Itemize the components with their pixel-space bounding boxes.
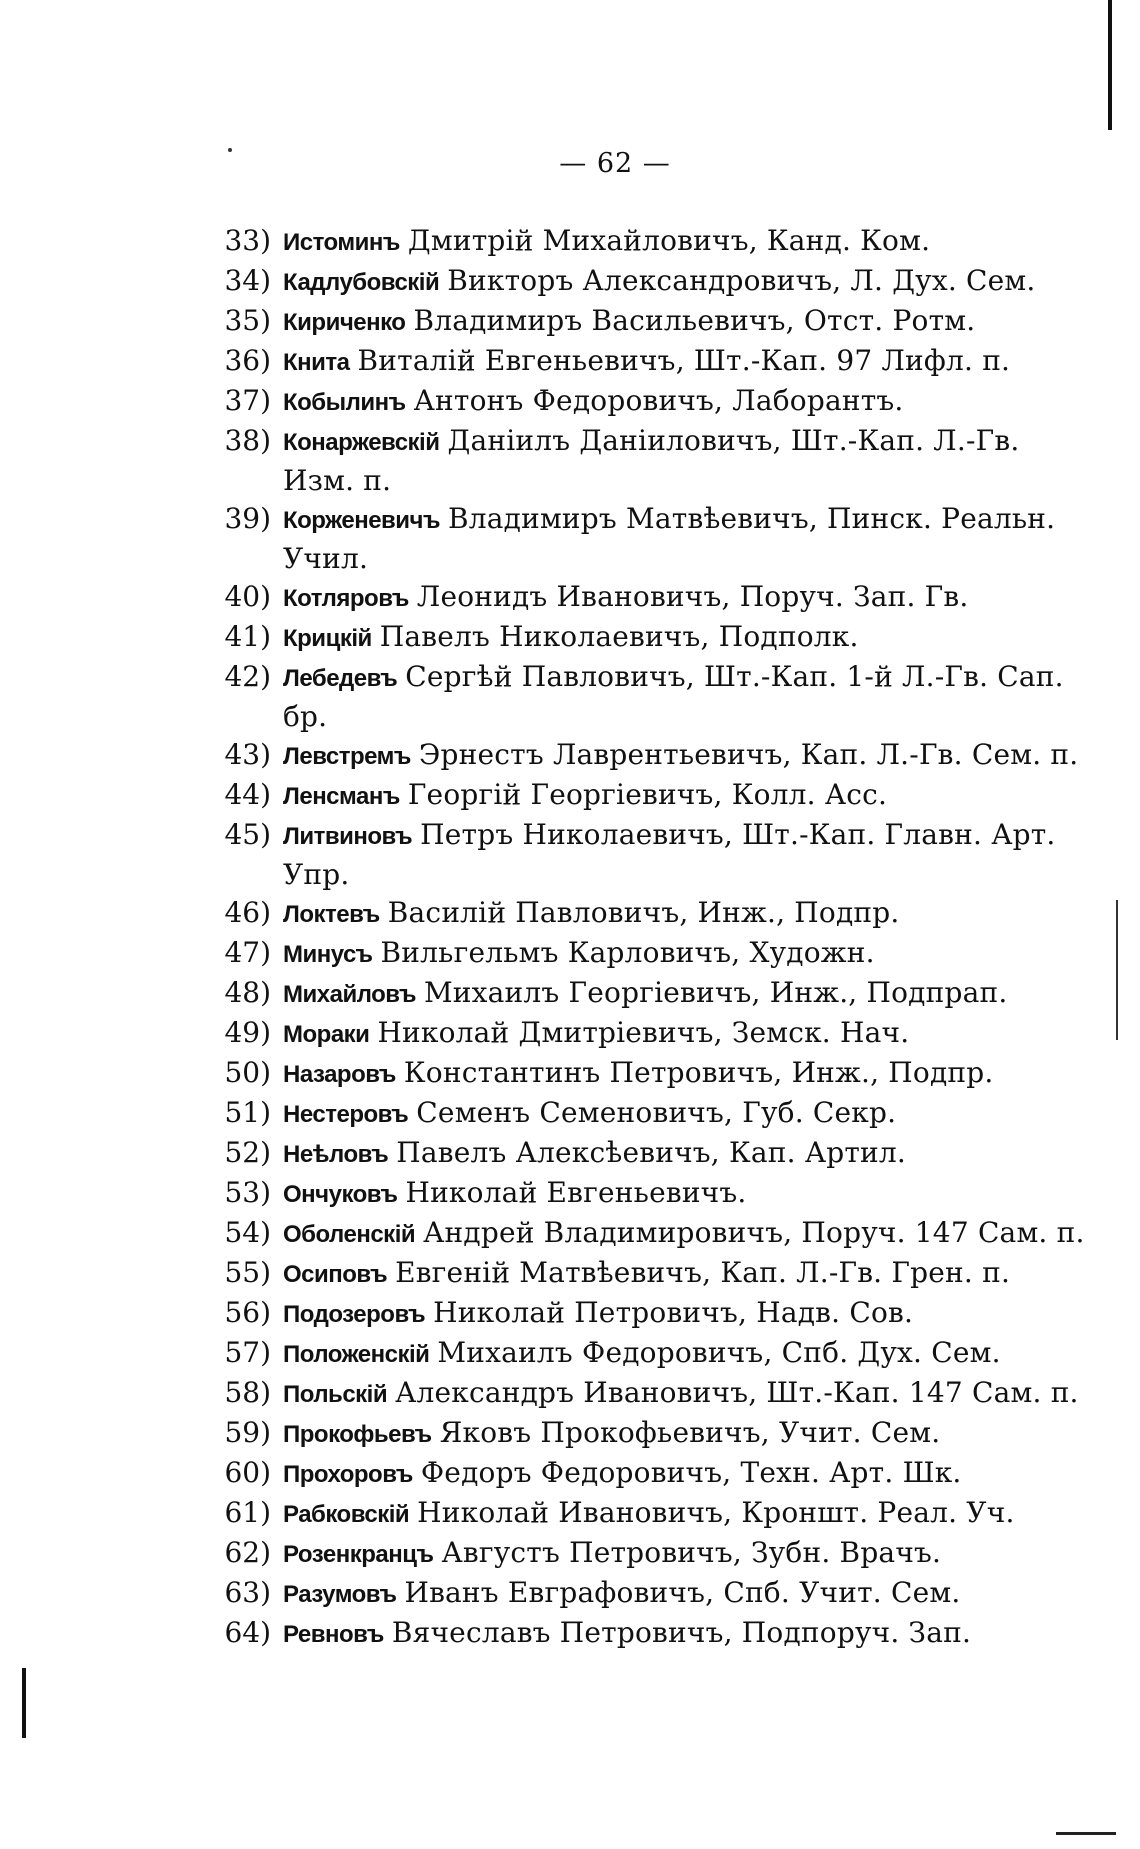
entry-surname: Прохоровъ [283, 1461, 413, 1488]
list-item [205, 1174, 1085, 1214]
entry-surname: Положенскій [283, 1341, 430, 1368]
entry-details: Евгеній Матвѣевичъ, Кап. Л.-Гв. Грен. п. [395, 1256, 1011, 1289]
list-item [205, 974, 1085, 1014]
list-item [205, 894, 1085, 934]
list-item [205, 1294, 1085, 1334]
entry-details: Павелъ Николаевичъ, Подполк. [379, 620, 859, 653]
entry-details: Константинъ Петровичъ, Инж., Подпр. [403, 1056, 994, 1089]
list-item [205, 1334, 1085, 1374]
entry-number: 47) [224, 936, 271, 969]
scan-edge-mark [1056, 1832, 1116, 1835]
entry-number: 36) [224, 344, 271, 377]
list-item [205, 934, 1085, 974]
list-item [205, 302, 1085, 342]
entry-surname: Крицкій [283, 625, 372, 652]
entry-number: 34) [224, 264, 271, 297]
list-item [205, 1254, 1085, 1294]
entry-number: 39) [224, 502, 271, 535]
list-item [205, 1054, 1085, 1094]
entry-number: 42) [224, 660, 271, 693]
entry-details: Эрнестъ Лаврентьевичъ, Кап. Л.-Гв. Сем. п. [418, 738, 1079, 771]
entry-details: Вячеславъ Петровичъ, Подпоруч. Зап. [391, 1616, 972, 1649]
entry-surname: Котляровъ [283, 585, 409, 612]
entry-surname: Оболенскій [283, 1221, 416, 1248]
entry-surname: Ленсманъ [283, 783, 400, 810]
entry-details: Яковъ Прокофьевичъ, Учит. Сем. [439, 1416, 941, 1449]
entry-surname: Неѣловъ [283, 1141, 389, 1168]
list-item [205, 658, 1085, 736]
entry-number: 38) [224, 424, 271, 457]
entry-details: Николай Ивановичъ, Кроншт. Реал. Уч. [417, 1496, 1015, 1529]
list-item [205, 1414, 1085, 1454]
entry-details: Августъ Петровичъ, Зубн. Врачъ. [441, 1536, 942, 1569]
entry-surname: Подозеровъ [283, 1301, 426, 1328]
list-item [205, 816, 1085, 894]
entry-number: 53) [224, 1176, 271, 1209]
entry-surname: Прокофьевъ [283, 1421, 432, 1448]
entry-number: 48) [224, 976, 271, 1009]
entry-number: 60) [224, 1456, 271, 1489]
entry-details: Федоръ Федоровичъ, Техн. Арт. Шк. [420, 1456, 962, 1489]
entry-number: 44) [224, 778, 271, 811]
page-number: — 62 — [559, 148, 671, 179]
entry-surname: Польскій [283, 1381, 388, 1408]
entry-surname: Левстремъ [283, 743, 411, 770]
entry-surname: Ревновъ [283, 1621, 384, 1648]
entry-surname: Кобылинъ [283, 389, 406, 416]
entry-details: Георгій Георгіевичъ, Колл. Асс. [407, 778, 888, 811]
list-item [205, 262, 1085, 302]
list-item [205, 1534, 1085, 1574]
list-item [205, 422, 1085, 500]
entry-details: Михаилъ Федоровичъ, Спб. Дух. Сем. [437, 1336, 1001, 1369]
entry-details: Леонидъ Ивановичъ, Поруч. Зап. Гв. [416, 580, 969, 613]
entry-details: Николай Дмитріевичъ, Земск. Нач. [377, 1016, 910, 1049]
scan-edge-mark [1116, 900, 1118, 1040]
entry-number: 50) [224, 1056, 271, 1089]
entry-surname: Назаровъ [283, 1061, 396, 1088]
entry-surname: Книта [283, 349, 350, 376]
entry-details: Виталій Евгеньевичъ, Шт.-Кап. 97 Лифл. п. [357, 344, 1011, 377]
entry-details: Иванъ Евграфовичъ, Спб. Учит. Сем. [404, 1576, 961, 1609]
list-item [205, 1494, 1085, 1534]
entry-number: 35) [224, 304, 271, 337]
list-item [205, 1374, 1085, 1414]
entry-number: 57) [224, 1336, 271, 1369]
entry-details: Василій Павловичъ, Инж., Подпр. [387, 896, 900, 929]
list-item [205, 342, 1085, 382]
entry-number: 63) [224, 1576, 271, 1609]
list-item [205, 1614, 1085, 1654]
entry-details: Павелъ Алексѣевичъ, Кап. Артил. [396, 1136, 906, 1169]
entry-details: Петръ Николаевичъ, Шт.-Кап. Главн. Арт. Упр. [283, 818, 1056, 891]
entry-details: Михаилъ Георгіевичъ, Инж., Подпрап. [423, 976, 1008, 1009]
entry-number: 55) [224, 1256, 271, 1289]
entry-details: Владимиръ Матвѣевичъ, Пинск. Реальн. Учил. [283, 502, 1056, 575]
entry-surname: Лебедевъ [283, 665, 398, 692]
entry-number: 43) [224, 738, 271, 771]
scan-edge-mark [1108, 0, 1112, 130]
entry-number: 62) [224, 1536, 271, 1569]
entry-details: Николай Евгеньевичъ. [405, 1176, 747, 1209]
entry-number: 40) [224, 580, 271, 613]
entry-surname: Рабковскій [283, 1501, 410, 1528]
entry-number: 33) [224, 224, 271, 257]
entry-number: 45) [224, 818, 271, 851]
entry-surname: Минусъ [283, 941, 373, 968]
list-item [205, 222, 1085, 262]
list-item [205, 1134, 1085, 1174]
entry-surname: Осиповъ [283, 1261, 388, 1288]
list-item [205, 1574, 1085, 1614]
entry-number: 46) [224, 896, 271, 929]
entry-surname: Разумовъ [283, 1581, 397, 1608]
list-item [205, 1094, 1085, 1134]
entry-number: 49) [224, 1016, 271, 1049]
entry-surname: Корженевичъ [283, 507, 440, 534]
entry-number: 54) [224, 1216, 271, 1249]
entry-surname: Литвиновъ [283, 823, 413, 850]
entry-details: Владимиръ Васильевичъ, Отст. Ротм. [413, 304, 976, 337]
entry-details: Вильгельмъ Карловичъ, Художн. [380, 936, 875, 969]
entry-surname: Кириченко [283, 309, 406, 336]
entry-details: Александръ Ивановичъ, Шт.-Кап. 147 Сам. п. [395, 1376, 1079, 1409]
list-item [205, 382, 1085, 422]
entry-details: Антонъ Федоровичъ, Лаборантъ. [413, 384, 904, 417]
list-item [205, 1454, 1085, 1494]
entry-number: 37) [224, 384, 271, 417]
list-item [205, 1214, 1085, 1254]
entry-surname: Конаржевскій [283, 429, 440, 456]
entry-details: Сергѣй Павловичъ, Шт.-Кап. 1-й Л.-Гв. Сап. бр. [283, 660, 1064, 733]
entry-number: 52) [224, 1136, 271, 1169]
list-item [205, 618, 1085, 658]
entry-surname: Мораки [283, 1021, 370, 1048]
scan-edge-mark [22, 1668, 26, 1738]
entries-list [205, 222, 1085, 1654]
entry-surname: Локтевъ [283, 901, 380, 928]
entry-details: Даніилъ Даніиловичъ, Шт.-Кап. Л.-Гв. Изм. п. [283, 424, 1020, 497]
entry-details: Дмитрій Михайловичъ, Канд. Ком. [407, 224, 931, 257]
entry-details: Викторъ Александровичъ, Л. Дух. Сем. [447, 264, 1036, 297]
list-item [205, 1014, 1085, 1054]
entry-number: 64) [224, 1616, 271, 1649]
entry-surname: Ончуковъ [283, 1181, 398, 1208]
entry-surname: Розенкранцъ [283, 1541, 434, 1568]
entry-number: 59) [224, 1416, 271, 1449]
entry-number: 41) [224, 620, 271, 653]
entry-details: Андрей Владимировичъ, Поруч. 147 Сам. п. [423, 1216, 1085, 1249]
entry-surname: Кадлубовскій [283, 269, 440, 296]
list-item [205, 776, 1085, 816]
list-item [205, 500, 1085, 578]
entry-number: 56) [224, 1296, 271, 1329]
entry-surname: Нестеровъ [283, 1101, 409, 1128]
entry-number: 61) [224, 1496, 271, 1529]
entry-details: Николай Петровичъ, Надв. Сов. [433, 1296, 914, 1329]
list-item [205, 578, 1085, 618]
entry-surname: Истоминъ [283, 229, 400, 256]
entry-details: Семенъ Семеновичъ, Губ. Секр. [416, 1096, 897, 1129]
entry-surname: Михайловъ [283, 981, 416, 1008]
entry-number: 58) [224, 1376, 271, 1409]
entry-number: 51) [224, 1096, 271, 1129]
list-item [205, 736, 1085, 776]
